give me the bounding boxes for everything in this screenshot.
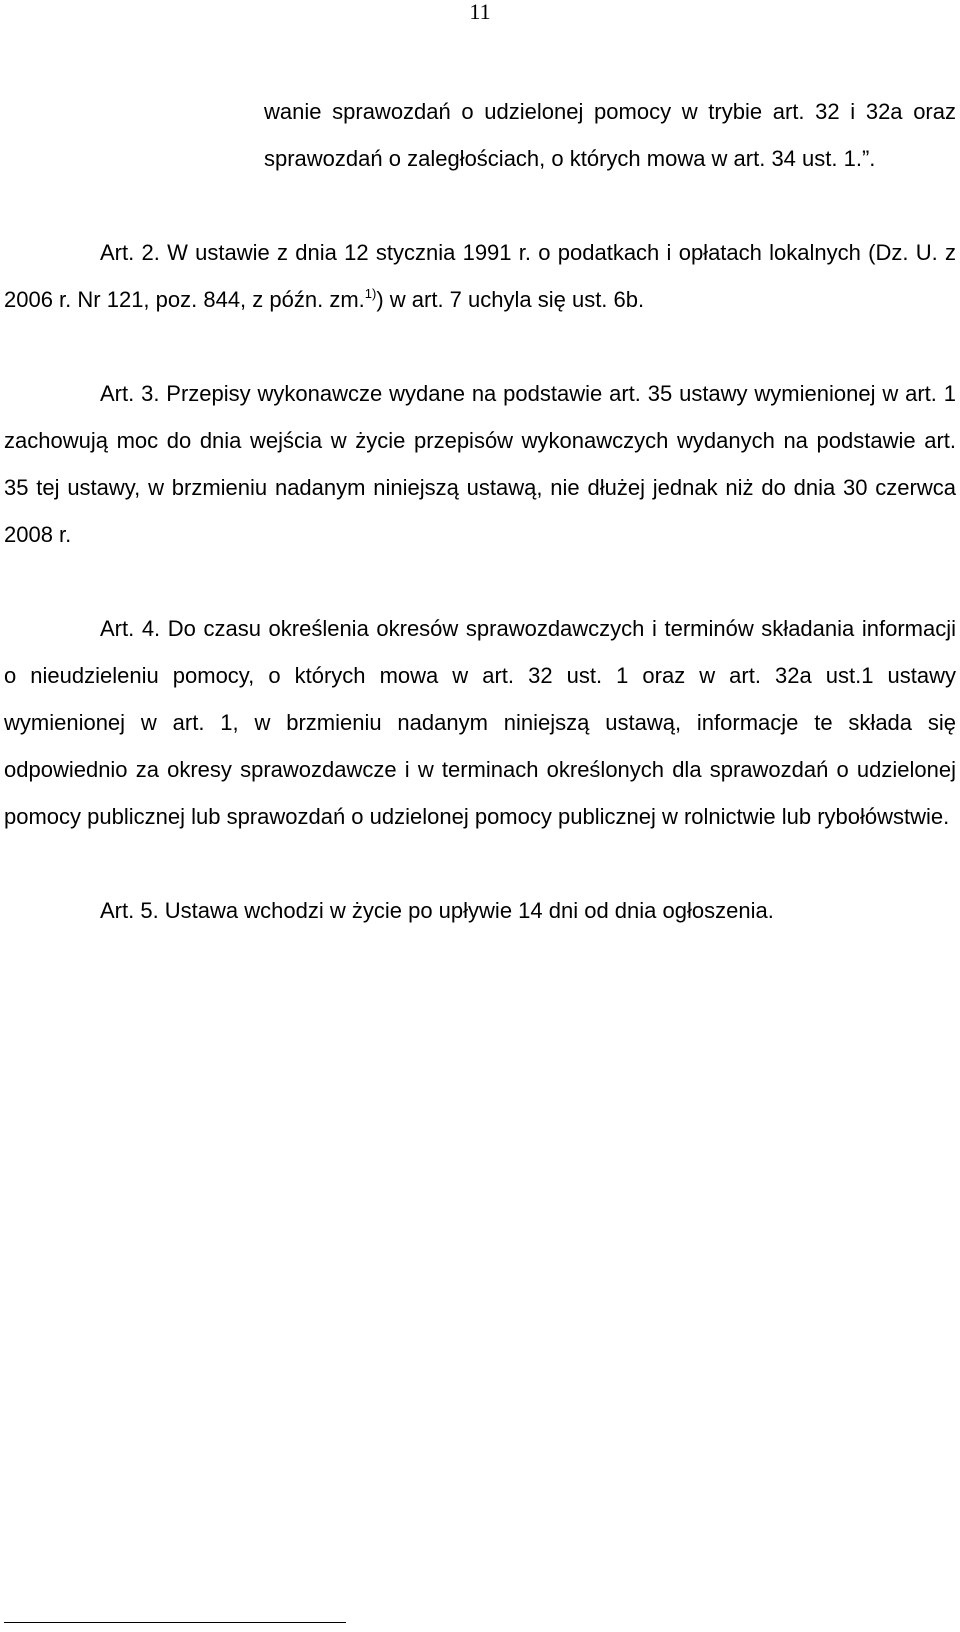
footnote-reference: 1)	[364, 286, 377, 301]
article-2-text-end: ) w art. 7 uchyla się ust. 6b.	[376, 287, 645, 312]
article-2-text: Art. 2. W ustawie z dnia 12 stycznia 1991 r. o podatkach i opłatach lokalnych (Dz. U. z 2006 r. Nr 121, poz. 844, z późn. zm.	[4, 240, 956, 312]
article-2-paragraph	[4, 229, 956, 323]
article-4-paragraph: Art. 4. Do czasu określenia okresów sprawozdawczych i terminów składania informacji o nieudzieleniu pomocy, o których mowa w art. 32 ust. 1 oraz w art. 32a ust.1 ustawy wymienionej w art. 1, w brzmieniu nadanym niniejszą ustawą, informacje te składa się odpowiednio za okresy sprawozdawcze i w terminach określonych dla sprawozdań o udzielonej pomocy publicznej lub sprawozdań o udzielonej pomocy publicznej w rolnictwie lub rybołówstwie.	[4, 616, 956, 829]
page-number: 11	[469, 0, 491, 24]
article-3-paragraph: Art. 3. Przepisy wykonawcze wydane na podstawie art. 35 ustawy wymienionej w art. 1 zachowują moc do dnia wejścia w życie przepisów wykonawczych wydanych na podstawie art. 35 tej ustawy, w brzmieniu nadanym niniejszą ustawą, nie dłużej jednak niż do dnia 30 czerwca 2008 r.	[4, 381, 956, 547]
continuation-paragraph: wanie sprawozdań o udzielonej pomocy w trybie art. 32 i 32a oraz sprawozdań o zaległościach, o których mowa w art. 34 ust. 1.”.	[264, 99, 956, 171]
document-body	[4, 88, 956, 934]
article-5-paragraph: Art. 5. Ustawa wchodzi w życie po upływie 14 dni od dnia ogłoszenia.	[100, 898, 774, 923]
footnote-separator	[4, 1622, 346, 1623]
